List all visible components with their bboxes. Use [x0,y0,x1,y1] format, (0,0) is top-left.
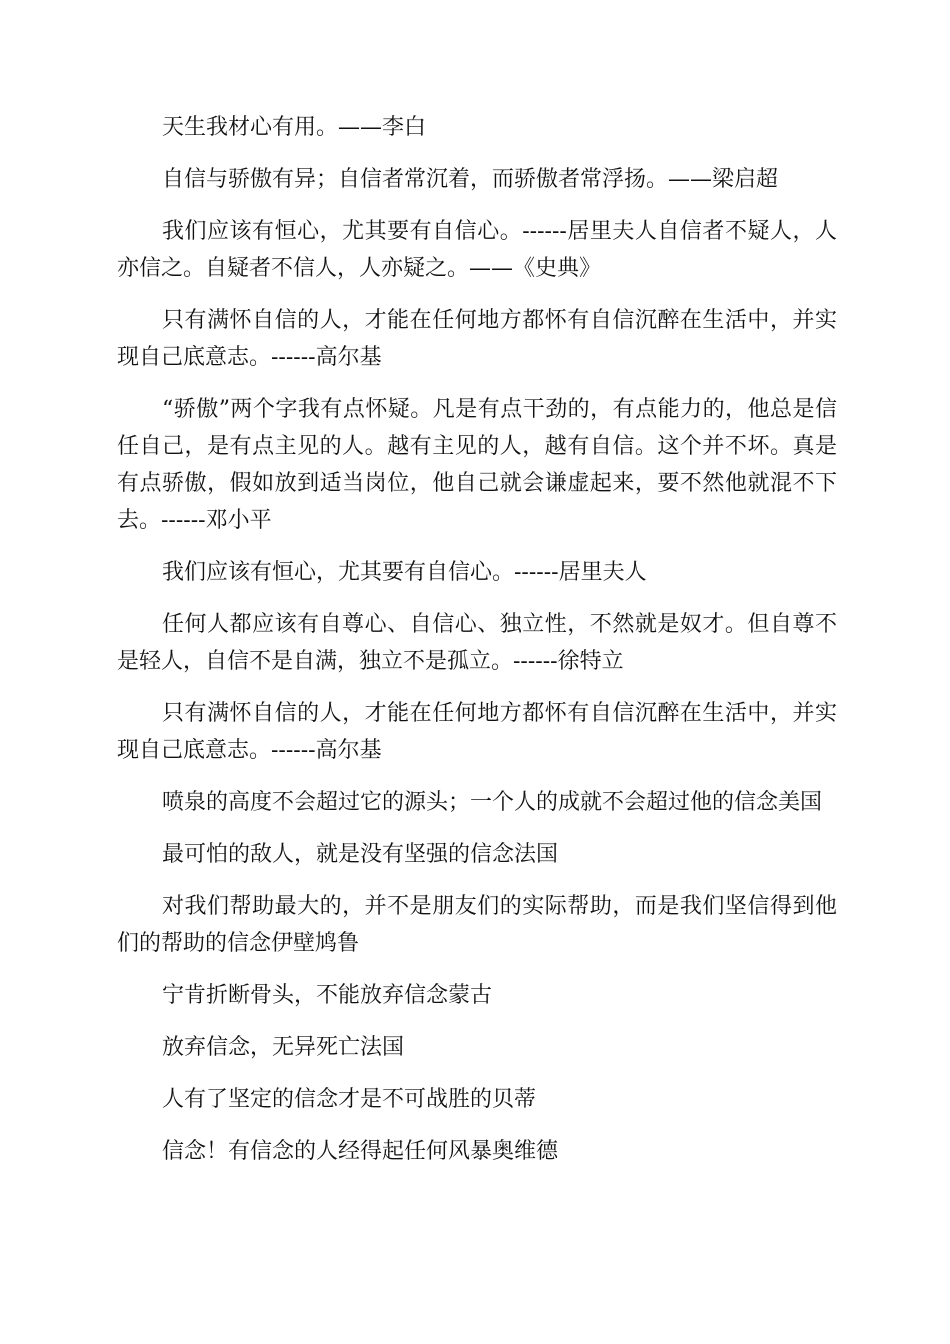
quote-paragraph: 最可怕的敌人，就是没有坚强的信念法国 [162,842,559,867]
quote-paragraph: 喷泉的高度不会超过它的源头；一个人的成就不会超过他的信念美国 [162,790,823,815]
quote-paragraph: 我们应该有恒心，尤其要有自信心。------居里夫人 [162,560,647,585]
document-body [117,109,837,1185]
quote-paragraph: 我们应该有恒心，尤其要有自信心。------居里夫人自信者不疑人，人亦信之。自疑者不信人，人亦疑之。——《史典》 [117,219,837,281]
quote-paragraph: 宁肯折断骨头，不能放弃信念蒙古 [162,983,493,1008]
quote-paragraph: 信念！有信念的人经得起任何风暴奥维德 [162,1139,559,1164]
quote-paragraph: 只有满怀自信的人，才能在任何地方都怀有自信沉醉在生活中，并实现自己底意志。------高尔基 [117,308,837,370]
quote-paragraph: 天生我材心有用。——李白 [162,115,427,140]
quote-paragraph: 只有满怀自信的人，才能在任何地方都怀有自信沉醉在生活中，并实现自己底意志。------高尔基 [117,701,837,763]
quote-paragraph: “骄傲”两个字我有点怀疑。凡是有点干劲的，有点能力的，他总是信任自己，是有点主见的人。越有主见的人，越有自信。这个并不坏。真是有点骄傲，假如放到适当岗位，他自己就会谦虚起来，要不然他就混不下去。------邓小平 [117,397,837,533]
quote-paragraph: 任何人都应该有自尊心、自信心、独立性，不然就是奴才。但自尊不是轻人，自信不是自满，独立不是孤立。------徐特立 [117,612,837,674]
quote-paragraph: 人有了坚定的信念才是不可战胜的贝蒂 [162,1087,537,1112]
quote-paragraph: 对我们帮助最大的，并不是朋友们的实际帮助，而是我们坚信得到他们的帮助的信念伊壁鸠鲁 [117,894,837,956]
quote-paragraph: 放弃信念，无异死亡法国 [162,1035,405,1060]
quote-paragraph: 自信与骄傲有异；自信者常沉着，而骄傲者常浮扬。——梁启超 [162,167,779,192]
